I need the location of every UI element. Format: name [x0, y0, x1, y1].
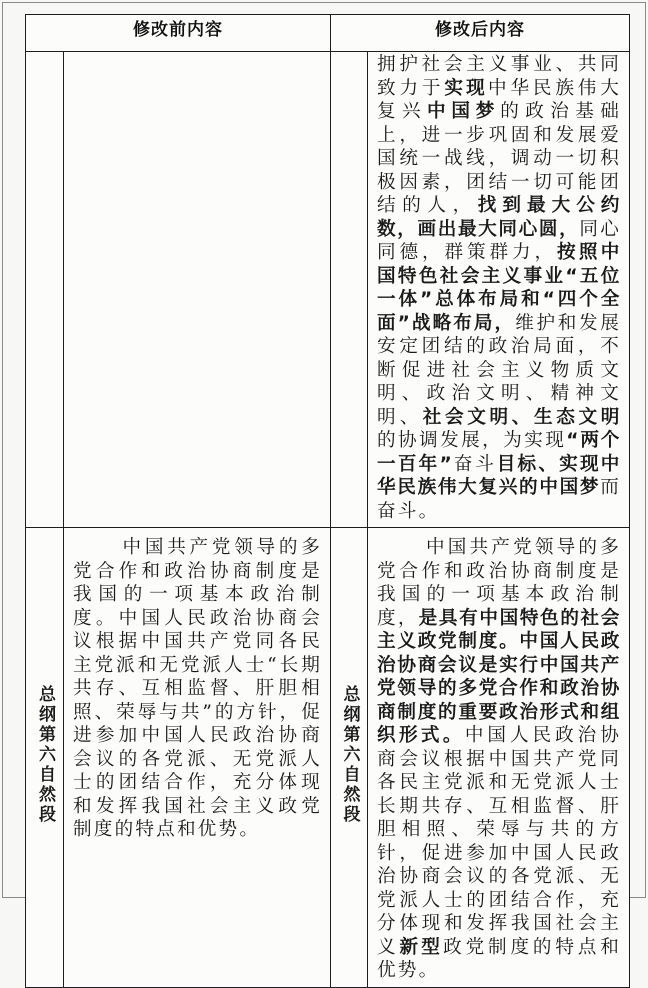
after-cell: [368, 528, 630, 988]
amended-text: 按照中国特色社会主义事业“五位一体”总体布局和“四个全面”战略布局，: [377, 242, 621, 334]
body-text: 奋斗: [453, 453, 497, 475]
header-after: 修改后内容: [331, 15, 630, 52]
body-text: 中国共产党领导的多党合作和政治协商制度是我国的一项基本政治制度，: [377, 537, 621, 629]
amended-text: 找到最大公约数，画出最大同心圆，: [377, 195, 621, 240]
amended-text: 是具有中国特色的社会主义政党制度。中国人民政治协商会议是实行中国共产党领导的多党合作和政治协商制度的重要政治形式和组织形式。: [377, 607, 621, 746]
row-label-text: 总纲第六自然段: [35, 685, 55, 826]
after-text: [368, 528, 629, 987]
before-text: [64, 52, 330, 57]
row-label-text: 总纲第六自然段: [339, 685, 360, 826]
body-text: 中华民族伟大复兴: [377, 77, 622, 122]
body-text: 中国共产党领导的多党合作和政治协商制度是我国的一项基本政治制度。中国人民政治协商会议根据中国共产党同各民主党派和无党派人士“长期共存、互相监督、肝胆相照、荣辱与共”的方针，促进参加中国人民政治协商会议的各党派、无党派人士的团结合作，充分体现和发挥我国社会主义政党制度的特点和优势。: [73, 537, 322, 840]
after-cell: [368, 52, 630, 528]
amended-text: 目标、实现中华民族伟大复兴的中国梦: [377, 453, 621, 498]
after-text: [368, 52, 629, 527]
amended-text: “两个一百年”: [377, 430, 621, 475]
header-row: [26, 15, 630, 52]
body-text: 而奋斗。: [377, 477, 621, 522]
body-text: 中国人民政治协商会议根据中国共产党同各民主党派和无党派人士长期共存、互相监督、肝胆相照、荣辱与共的方针，促进参加中国人民政治协商会议的各党派、无党派人士的团结合作，充分体现和发挥我国社会主义: [377, 725, 621, 958]
amended-text: 新型: [399, 936, 444, 958]
amended-text: 社会文明、生态文明: [422, 406, 622, 428]
before-cell: [64, 52, 331, 528]
row-label-after: [331, 52, 368, 528]
table-row: [26, 528, 630, 988]
body-text: 拥护社会主义事业、共同致力于: [377, 54, 621, 99]
before-text: [64, 528, 330, 846]
table-row: [26, 52, 630, 528]
header-before: 修改前内容: [26, 15, 331, 52]
amended-text: 实现: [444, 77, 489, 99]
body-text: 同心同德，群策群力，: [377, 218, 621, 263]
row-label-before: [26, 528, 64, 988]
before-cell: [64, 528, 331, 988]
body-text: 政党制度的特点和优势。: [377, 936, 622, 981]
comparison-table: [25, 14, 630, 988]
row-label-before: [26, 52, 64, 528]
body-text: 的协调发展，为实现: [377, 430, 567, 451]
amended-text: 中国梦: [427, 101, 501, 122]
body-text: 的政治基础上，进一步巩固和发展爱国统一战线，调动一切积极因素，团结一切可能团结的人，: [377, 101, 621, 216]
row-label-after: [331, 528, 368, 988]
body-text: 维护和发展安定团结的政治局面，不断促进社会主义物质文明、政治文明、精神文明、: [377, 312, 621, 428]
